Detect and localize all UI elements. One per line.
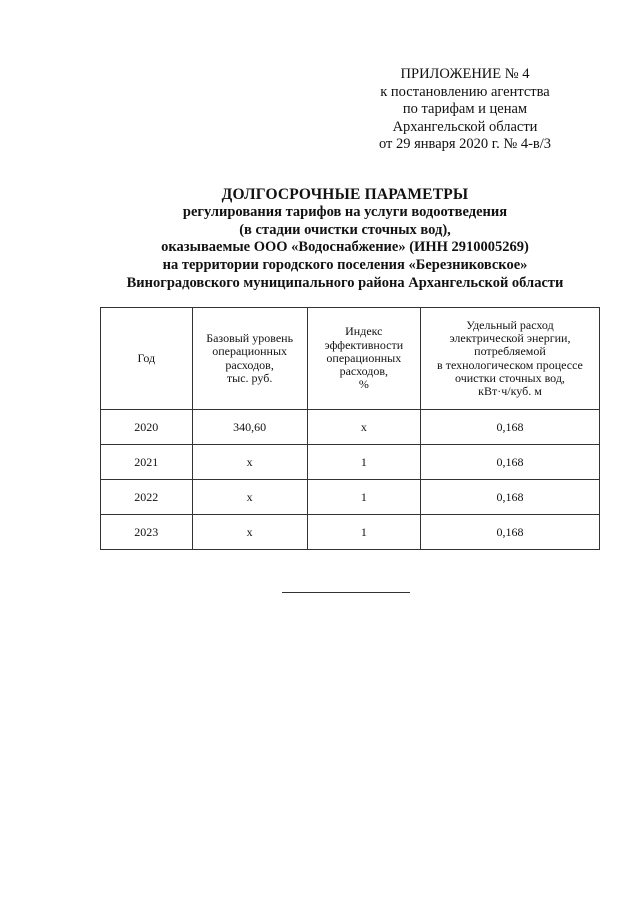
cell-year: 2020 xyxy=(101,410,193,445)
cell-base-opex: х xyxy=(192,515,307,550)
appendix-header xyxy=(330,66,600,154)
cell-energy-consumption: 0,168 xyxy=(420,480,599,515)
header-energy-consumption: Удельный расход электрической энергии, потребляемой в технологическом процессе очистки сточных вод, кВт·ч/куб. м xyxy=(420,308,599,410)
appendix-region-line: Архангельской области xyxy=(392,118,538,135)
cell-energy-consumption: 0,168 xyxy=(420,445,599,480)
closing-divider-line xyxy=(282,592,410,593)
title-main: ДОЛГОСРОЧНЫЕ ПАРАМЕТРЫ xyxy=(221,186,469,203)
appendix-reference-line: к постановлению агентства xyxy=(380,83,550,100)
title-company: оказываемые ООО «Водоснабжение» (ИНН 2910005269) xyxy=(161,239,529,256)
cell-efficiency-index: 1 xyxy=(307,480,420,515)
cell-energy-consumption: 0,168 xyxy=(420,410,599,445)
appendix-date-line: от 29 января 2020 г. № 4-в/3 xyxy=(378,136,552,152)
table-row xyxy=(101,410,600,445)
cell-energy-consumption: 0,168 xyxy=(420,515,599,550)
cell-base-opex: х xyxy=(192,445,307,480)
header-year: Год xyxy=(101,308,193,410)
cell-base-opex: х xyxy=(192,480,307,515)
document-title xyxy=(60,186,630,293)
header-base-opex: Базовый уровень операционных расходов, тыс. руб. xyxy=(192,308,307,410)
table-header-row xyxy=(101,308,600,410)
appendix-number: ПРИЛОЖЕНИЕ № 4 xyxy=(400,66,530,82)
table-row xyxy=(101,515,600,550)
cell-efficiency-index: 1 xyxy=(307,445,420,480)
cell-year: 2023 xyxy=(101,515,193,550)
header-efficiency-index: Индекс эффективности операционных расходов, % xyxy=(307,308,420,410)
title-territory: на территории городского поселения «Березниковское» xyxy=(162,257,528,274)
appendix-agency-line: по тарифам и ценам xyxy=(402,101,528,117)
title-subject: регулирования тарифов на услуги водоотведения xyxy=(182,203,508,220)
cell-year: 2021 xyxy=(101,445,193,480)
title-stage: (в стадии очистки сточных вод), xyxy=(239,221,451,238)
cell-year: 2022 xyxy=(101,480,193,515)
table-row xyxy=(101,480,600,515)
cell-efficiency-index: 1 xyxy=(307,515,420,550)
cell-efficiency-index: х xyxy=(307,410,420,445)
cell-base-opex: 340,60 xyxy=(192,410,307,445)
title-district: Виноградовского муниципального района Архангельской области xyxy=(126,274,564,291)
parameters-table xyxy=(100,307,600,550)
table-row xyxy=(101,445,600,480)
